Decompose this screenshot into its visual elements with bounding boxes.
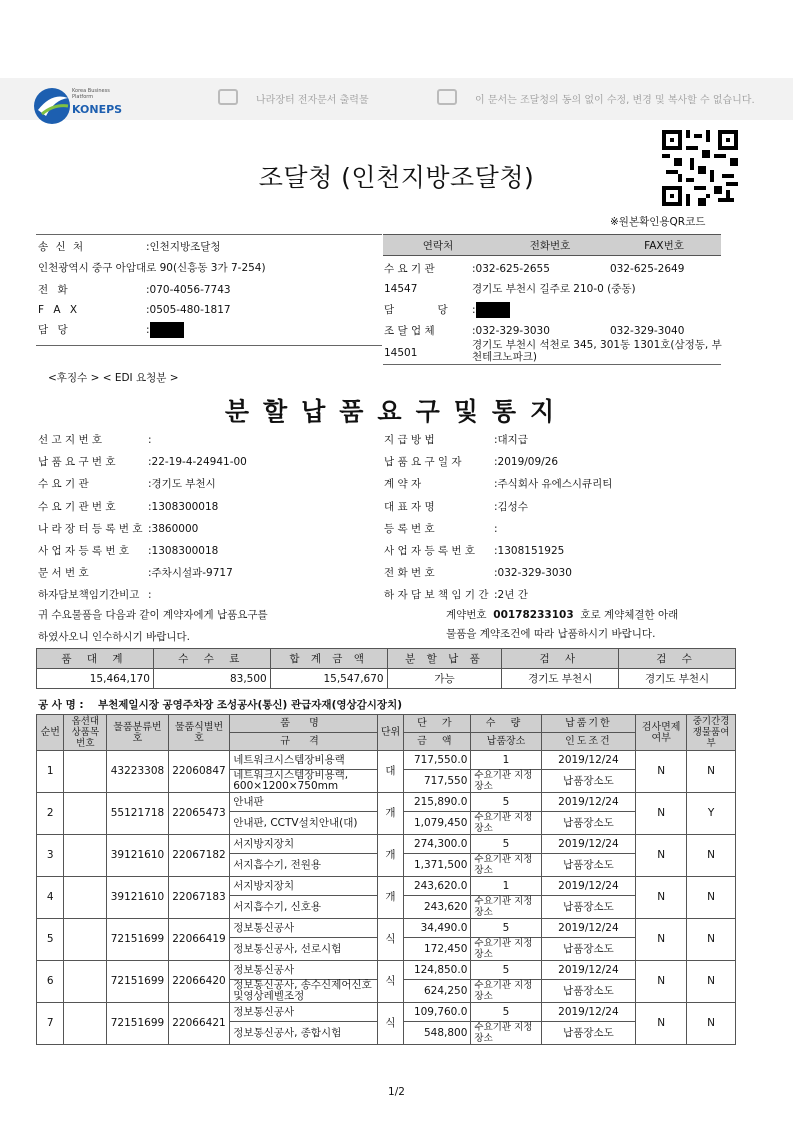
cell-mid: N — [687, 961, 736, 1003]
field-label: 수 요 기 관 — [38, 478, 89, 491]
field-row — [38, 565, 233, 580]
cell-mid: N — [687, 751, 736, 793]
cell-ident: 22066421 — [168, 1003, 230, 1045]
field-label: 나 라 장 터 등 록 번 호 — [38, 522, 143, 535]
field-label: 선 고 지 번 호 — [38, 434, 103, 446]
field-row — [38, 454, 247, 469]
cell-optional — [64, 961, 107, 1003]
col-unit: 단위 — [377, 715, 403, 751]
cell-inspect: N — [636, 1003, 687, 1045]
field-value: :2년 간 — [494, 589, 528, 602]
contact-header: 연락처 전화번호 FAX번호 — [383, 234, 721, 256]
logo-subtext: Korea Business Platform — [72, 88, 110, 100]
field-value: :3860000 — [148, 522, 199, 535]
cell-ident: 22067182 — [168, 835, 230, 877]
cell-amount: 548,800 — [404, 1022, 471, 1045]
cell-name: 정보통신공사 — [230, 961, 378, 980]
field-value: :주차시설과-9717 — [148, 567, 233, 580]
cell-ident: 22060847 — [168, 751, 230, 793]
cell-class: 43223308 — [107, 751, 169, 793]
contract-no: 00178233103 — [493, 609, 574, 621]
field-value: : — [494, 522, 498, 535]
sender-phone: 전 화 :070-4056-7743 — [38, 284, 231, 296]
field-row — [384, 543, 564, 558]
field-value: :2019/09/26 — [494, 456, 559, 469]
divider — [36, 234, 382, 235]
field-row — [38, 432, 152, 447]
field-label: 등 록 번 호 — [384, 522, 435, 535]
cell-price: 243,620.0 — [404, 877, 471, 896]
divider — [36, 345, 382, 346]
cell-optional — [64, 835, 107, 877]
qr-caption: ※원본확인용QR코드 — [610, 216, 706, 228]
field-row — [38, 499, 218, 514]
cell-place: 수요기관 지정장소 — [471, 812, 541, 835]
cell-mid: N — [687, 919, 736, 961]
cell-cond: 납품장소도 — [541, 896, 636, 919]
field-value: :1308300018 — [148, 545, 219, 557]
sum-value: 83,500 — [153, 669, 270, 689]
col-place: 납품장소 — [471, 733, 541, 751]
col-optional: 옵션대상품목번호 — [64, 715, 107, 751]
col-price: 단 가 — [404, 715, 471, 733]
contract-text-2: 물품을 계약조건에 따라 납품하시기 바랍니다. — [446, 628, 656, 640]
col-qty: 수 량 — [471, 715, 541, 733]
cell-unit: 식 — [377, 961, 403, 1003]
cell-class: 72151699 — [107, 919, 169, 961]
table-row — [37, 919, 736, 938]
cell-mid: Y — [687, 793, 736, 835]
supplier-contact: 조 달 업 체 :032-329-3030 032-329-3040 — [384, 325, 685, 337]
field-value: :1308300018 — [148, 500, 219, 513]
field-value: :경기도 부천시 — [148, 478, 216, 491]
cell-cond: 납품장소도 — [541, 980, 636, 1003]
sum-value: 경기도 부천시 — [619, 669, 736, 689]
sender-value: :인천지방조달청 — [146, 241, 221, 253]
field-value: : — [148, 589, 152, 602]
cell-ident: 22067183 — [168, 877, 230, 919]
cell-unit: 식 — [377, 1003, 403, 1045]
field-label: 문 서 번 호 — [38, 567, 89, 580]
field-row — [38, 521, 198, 536]
cell-name: 안내판 — [230, 793, 378, 812]
field-label: 하 자 담 보 책 임 기 간 — [384, 589, 489, 602]
col-cond: 인도조건 — [541, 733, 636, 751]
field-value: :김성수 — [494, 500, 528, 513]
cell-qty: 1 — [471, 877, 541, 896]
cell-spec: 정보통신공사, 선로시험 — [230, 938, 378, 961]
table-row — [37, 961, 736, 980]
printer-icon — [437, 89, 457, 105]
sender-fax: F A X :0505-480-1817 — [38, 304, 231, 316]
table-row — [37, 793, 736, 812]
table-row — [37, 835, 736, 854]
request-text-2: 하였사오니 인수하시기 바랍니다. — [38, 631, 191, 643]
cell-qty: 5 — [471, 793, 541, 812]
cell-deadline: 2019/12/24 — [541, 751, 636, 770]
col-mid: 중기간경쟁물품여부 — [687, 715, 736, 751]
redacted-box — [476, 302, 510, 318]
field-value: :대지급 — [494, 434, 528, 446]
cell-deadline: 2019/12/24 — [541, 919, 636, 938]
contract-line: 계약번호 00178233103 호로 계약체결한 아래 — [446, 609, 679, 621]
cell-ident: 22066419 — [168, 919, 230, 961]
cell-optional — [64, 751, 107, 793]
logo-text: KONEPS — [72, 103, 123, 116]
cell-cond: 납품장소도 — [541, 854, 636, 877]
cell-spec: 정보통신공사, 송수신제어신호및영상레벨조정 — [230, 980, 378, 1003]
cell-cond: 납품장소도 — [541, 1022, 636, 1045]
cell-deadline: 2019/12/24 — [541, 1003, 636, 1022]
cell-name: 서지방지장치 — [230, 877, 378, 896]
cell-class: 72151699 — [107, 961, 169, 1003]
cell-deadline: 2019/12/24 — [541, 877, 636, 896]
cell-optional — [64, 1003, 107, 1045]
col-seq: 순번 — [37, 715, 64, 751]
sender-address: 인천광역시 중구 아암대로 90(신흥동 3가 7-254) — [38, 262, 266, 274]
document-icon — [218, 89, 238, 105]
cell-name: 정보통신공사 — [230, 1003, 378, 1022]
field-row — [38, 543, 218, 558]
cell-price: 124,850.0 — [404, 961, 471, 980]
cell-deadline: 2019/12/24 — [541, 961, 636, 980]
field-value: :주식회사 유에스시큐리티 — [494, 478, 613, 491]
project-line: 공 사 명 : 부천제일시장 공영주차장 조성공사(통신) 관급자재(영상감시장치) — [38, 699, 403, 711]
cell-seq: 7 — [37, 1003, 64, 1045]
sender-person: 담 당 : — [38, 322, 184, 338]
field-row — [384, 432, 528, 447]
cell-amount: 717,550 — [404, 770, 471, 793]
field-label: 전 화 번 호 — [384, 567, 435, 580]
field-row — [384, 476, 612, 491]
project-name: 부천제일시장 공영주차장 조성공사(통신) 관급자재(영상감시장치) — [98, 699, 403, 711]
cell-ident: 22066420 — [168, 961, 230, 1003]
col-inspect: 검사면제여부 — [636, 715, 687, 751]
field-label: 하자담보책임기간비고 — [38, 589, 140, 602]
field-label: 대 표 자 명 — [384, 500, 435, 513]
cell-price: 109,760.0 — [404, 1003, 471, 1022]
field-value: : — [148, 434, 152, 446]
sum-value: 15,464,170 — [37, 669, 154, 689]
sum-value: 15,547,670 — [270, 669, 387, 689]
sum-head: 수 수 료 — [153, 649, 270, 669]
cell-spec: 네트워크시스템장비용랙, 600×1200×750mm — [230, 770, 378, 793]
redacted-box — [150, 322, 184, 338]
col-deadline: 납품기한 — [541, 715, 636, 733]
col-ident: 물품식별번호 — [168, 715, 230, 751]
cell-price: 717,550.0 — [404, 751, 471, 770]
cell-class: 55121718 — [107, 793, 169, 835]
cell-seq: 3 — [37, 835, 64, 877]
cell-amount: 624,250 — [404, 980, 471, 1003]
cell-seq: 4 — [37, 877, 64, 919]
field-value: :22-19-4-24941-00 — [148, 456, 247, 469]
cell-seq: 1 — [37, 751, 64, 793]
cell-seq: 2 — [37, 793, 64, 835]
cell-price: 34,490.0 — [404, 919, 471, 938]
cell-amount: 1,079,450 — [404, 812, 471, 835]
cell-qty: 5 — [471, 961, 541, 980]
field-row — [384, 521, 498, 536]
demand-person: 담 당 : — [384, 302, 510, 318]
sum-head: 품 대 계 — [37, 649, 154, 669]
cell-inspect: N — [636, 751, 687, 793]
col-spec: 규 격 — [230, 733, 378, 751]
supplier-zip: 14501 — [384, 347, 418, 359]
org-title: 조달청 (인천지방조달청) — [258, 163, 535, 192]
sum-head: 분 할 납 품 — [387, 649, 502, 669]
cell-inspect: N — [636, 961, 687, 1003]
cell-cond: 납품장소도 — [541, 812, 636, 835]
cell-place: 수요기관 지정장소 — [471, 980, 541, 1003]
field-row — [384, 587, 528, 602]
cell-class: 72151699 — [107, 1003, 169, 1045]
cell-optional — [64, 793, 107, 835]
cell-price: 274,300.0 — [404, 835, 471, 854]
field-label: 사 업 자 등 록 번 호 — [384, 545, 476, 557]
cell-place: 수요기관 지정장소 — [471, 854, 541, 877]
cell-ident: 22065473 — [168, 793, 230, 835]
field-row — [38, 476, 216, 491]
request-text-1: 귀 수요물품을 다음과 같이 계약자에게 납품요구를 — [38, 609, 268, 621]
field-value: :1308151925 — [494, 545, 565, 557]
cell-name: 네트워크시스템장비용랙 — [230, 751, 378, 770]
sender-label: 송 신 처 :인천지방조달청 — [38, 241, 221, 253]
doc-title: 분할납품요구및통지 — [224, 397, 569, 426]
items-table — [36, 714, 736, 1045]
col-name: 품 명 — [230, 715, 378, 733]
cell-seq: 5 — [37, 919, 64, 961]
cell-class: 39121610 — [107, 877, 169, 919]
cell-place: 수요기관 지정장소 — [471, 896, 541, 919]
cell-price: 215,890.0 — [404, 793, 471, 812]
table-row — [37, 877, 736, 896]
cell-deadline: 2019/12/24 — [541, 835, 636, 854]
cell-deadline: 2019/12/24 — [541, 793, 636, 812]
cell-qty: 1 — [471, 751, 541, 770]
cell-spec: 서지흡수기, 신호용 — [230, 896, 378, 919]
cell-inspect: N — [636, 919, 687, 961]
cell-seq: 6 — [37, 961, 64, 1003]
sum-head: 검 사 — [502, 649, 619, 669]
print-label: 나라장터 전자문서 출력물 — [256, 95, 369, 106]
sum-value: 경기도 부천시 — [502, 669, 619, 689]
field-label: 지 급 방 법 — [384, 434, 435, 446]
cell-mid: N — [687, 1003, 736, 1045]
col-class: 물품분류번호 — [107, 715, 169, 751]
cell-place: 수요기관 지정장소 — [471, 1022, 541, 1045]
field-label: 납 품 요 구 일 자 — [384, 456, 462, 469]
demand-address: 14547 경기도 부천시 길주로 210-0 (중동) — [384, 283, 636, 295]
field-label: 계 약 자 — [384, 478, 422, 491]
cell-name: 서지방지장치 — [230, 835, 378, 854]
field-row — [384, 565, 572, 580]
cell-mid: N — [687, 835, 736, 877]
cell-qty: 5 — [471, 835, 541, 854]
table-row — [37, 751, 736, 770]
cell-unit: 대 — [377, 751, 403, 793]
divider — [383, 364, 721, 365]
cell-inspect: N — [636, 793, 687, 835]
field-label: 수 요 기 관 번 호 — [38, 500, 116, 513]
cell-unit: 개 — [377, 877, 403, 919]
cell-unit: 식 — [377, 919, 403, 961]
summary-table — [36, 648, 736, 689]
cell-place: 수요기관 지정장소 — [471, 770, 541, 793]
cell-spec: 서지흡수기, 전원용 — [230, 854, 378, 877]
field-row — [38, 587, 152, 602]
page-number: 1/2 — [388, 1086, 405, 1098]
copy-notice: 이 문서는 조달청의 동의 없이 수정, 변경 및 복사할 수 없습니다. — [475, 95, 755, 106]
cell-inspect: N — [636, 877, 687, 919]
cell-qty: 5 — [471, 1003, 541, 1022]
cell-cond: 납품장소도 — [541, 938, 636, 961]
cell-unit: 개 — [377, 835, 403, 877]
cell-optional — [64, 919, 107, 961]
sum-value: 가능 — [387, 669, 502, 689]
edi-note: <후징수 > < EDI 요청분 > — [48, 372, 179, 384]
field-label: 납 품 요 구 번 호 — [38, 456, 116, 469]
sum-head: 검 수 — [619, 649, 736, 669]
cell-amount: 172,450 — [404, 938, 471, 961]
cell-cond: 납품장소도 — [541, 770, 636, 793]
field-row — [384, 499, 528, 514]
cell-spec: 안내판, CCTV설치안내(대) — [230, 812, 378, 835]
sum-head: 합 계 금 액 — [270, 649, 387, 669]
cell-mid: N — [687, 877, 736, 919]
demand-contact: 수 요 기 관 :032-625-2655 032-625-2649 — [384, 263, 685, 275]
cell-spec: 정보통신공사, 종합시험 — [230, 1022, 378, 1045]
cell-amount: 243,620 — [404, 896, 471, 919]
table-row — [37, 1003, 736, 1022]
col-amount: 금 액 — [404, 733, 471, 751]
cell-qty: 5 — [471, 919, 541, 938]
cell-amount: 1,371,500 — [404, 854, 471, 877]
cell-class: 39121610 — [107, 835, 169, 877]
field-value: :032-329-3030 — [494, 567, 572, 580]
supplier-address: 경기도 부천시 석천로 345, 301동 1301호(삼정동, 부천테크노파크) — [472, 339, 722, 363]
field-row — [384, 454, 558, 469]
cell-place: 수요기관 지정장소 — [471, 938, 541, 961]
field-label: 사 업 자 등 록 번 호 — [38, 545, 130, 557]
cell-inspect: N — [636, 835, 687, 877]
cell-optional — [64, 877, 107, 919]
cell-unit: 개 — [377, 793, 403, 835]
cell-name: 정보통신공사 — [230, 919, 378, 938]
